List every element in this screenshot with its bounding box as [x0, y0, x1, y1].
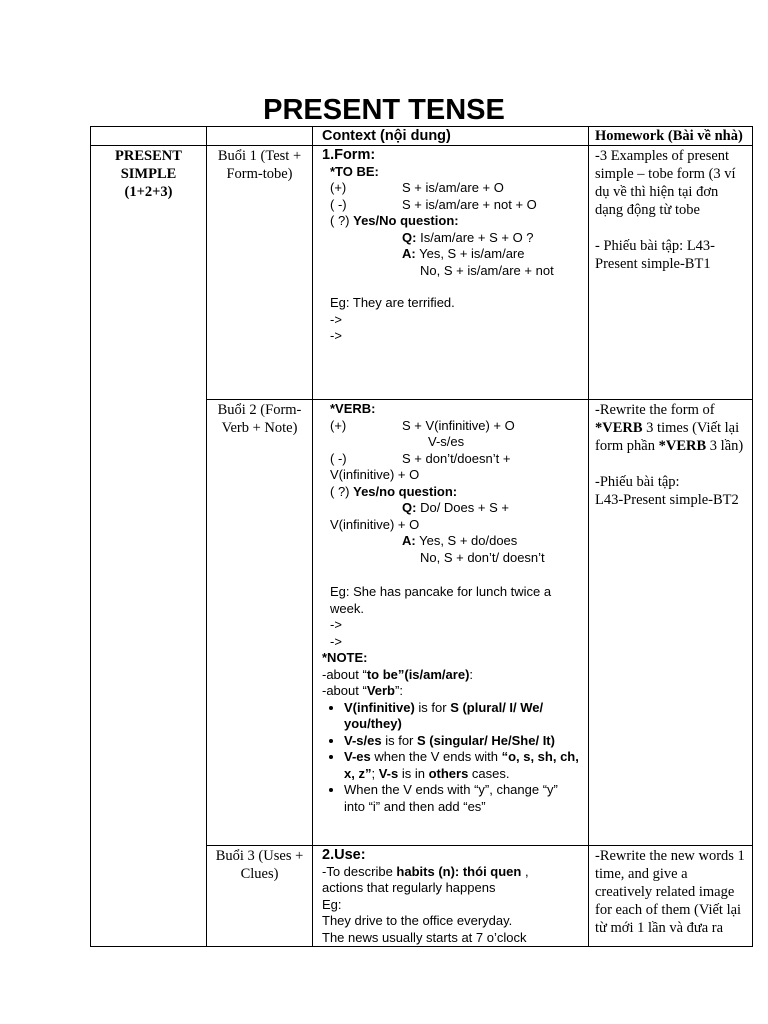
positive-formula: S + is/am/are + O	[402, 180, 504, 195]
page-title: PRESENT TENSE	[263, 94, 505, 126]
session-1-context	[313, 146, 589, 400]
verb-a-no: No, S + don’t/ doesn’t	[420, 549, 545, 565]
topic-cell	[91, 146, 207, 947]
verb-q-formula	[322, 500, 580, 517]
b3-bold3: V-s	[378, 765, 399, 781]
hw2-mid: 3 times (Viết lại	[642, 420, 740, 436]
verb-negative	[322, 451, 580, 468]
use-desc-suffix: ,	[521, 863, 529, 879]
hw3-line3: creatively related image	[595, 884, 735, 900]
hw3-line2: time, and give a	[595, 866, 688, 882]
b1-mid: is for	[414, 699, 451, 715]
note-heading: *NOTE:	[322, 650, 368, 665]
q-key: Q:	[402, 229, 417, 245]
a-yes: Yes, S + is/am/are	[419, 246, 525, 261]
about-tobe-suffix: :	[469, 666, 474, 682]
session-1-name-line1: Buổi 1 (Test +	[217, 148, 302, 164]
b1-bold2: S (plural/ I/ We/ you/they)	[344, 699, 544, 731]
hw2-bold1: *VERB	[595, 420, 643, 436]
a-yes: Yes, S + do/does	[419, 533, 518, 548]
hw2-line3a: form phần	[595, 438, 659, 454]
note-about-tobe	[322, 667, 580, 684]
verb-arrow-2: ->	[330, 633, 342, 649]
note-item-4: • When the V ends with “y”, change “y” into “i” and then add “es”	[344, 782, 580, 815]
session-1-homework	[589, 146, 753, 400]
verb-a-yes	[322, 533, 580, 550]
hw2-line2	[595, 419, 748, 437]
about-tobe-prefix: -about “	[322, 666, 367, 682]
tobe-positive	[322, 180, 580, 197]
b1-bold: V(infinitive)	[344, 699, 415, 715]
hw2-bold2: *VERB	[658, 438, 707, 454]
b2-bold: V-s/es	[344, 732, 382, 748]
negative-sign: ( -)	[330, 196, 347, 212]
note-item-3	[344, 749, 580, 782]
tobe-q-formula	[322, 230, 580, 247]
session-2-name-line2: Verb + Note)	[221, 420, 298, 436]
note-item-1	[344, 700, 580, 733]
header-topic-cell	[91, 127, 207, 146]
session-3-name-line1: Buổi 3 (Uses +	[215, 848, 304, 864]
positive-sign: (+)	[330, 180, 347, 195]
session-1-name	[207, 146, 313, 400]
b3-bold2: “o, s, sh, ch, x, z”	[344, 749, 579, 781]
hw1-line6: Present simple-BT1	[595, 256, 711, 272]
positive-sign: (+)	[330, 417, 347, 433]
session-3-context	[313, 846, 589, 947]
verb-positive-alt: V-s/es	[428, 434, 465, 449]
verb-example-line2: week.	[330, 600, 364, 616]
hw3-line4: for each of them (Viết lại	[595, 902, 742, 918]
b3-bold4: others	[428, 765, 469, 781]
hw3-line1: -Rewrite the new words 1	[595, 848, 745, 864]
q-formula: Do/ Does + S +	[420, 500, 509, 515]
b3-mid: when the V ends with	[370, 749, 502, 764]
tobe-arrow-1: ->	[330, 311, 342, 327]
negative-formula: S + is/am/are + not + O	[402, 196, 537, 212]
b2-mid: is for	[381, 732, 417, 748]
session-2-context	[313, 400, 589, 846]
b2-bold2: S (singular/ He/She/ It)	[417, 732, 555, 748]
q-key: Q:	[402, 500, 417, 515]
b3-bold: V-es	[344, 749, 371, 764]
tobe-heading: *TO BE:	[330, 163, 379, 179]
hw2-line4: -Phiếu bài tập:	[595, 474, 680, 490]
session-row-1	[91, 146, 753, 400]
tobe-a-no: No, S + is/am/are + not	[420, 262, 554, 278]
about-tobe-bold: to be”(is/am/are)	[366, 666, 470, 682]
session-2-name-line1: Buổi 2 (Form-	[217, 402, 302, 418]
verb-heading: *VERB:	[330, 401, 376, 416]
positive-formula: S + V(infinitive) + O	[402, 417, 515, 433]
use-eg: Eg:	[322, 896, 342, 912]
verb-positive	[322, 418, 580, 435]
use-desc-prefix: -To describe	[322, 863, 397, 879]
hw1-line2: simple – tobe form (3 ví	[595, 166, 736, 182]
verb-example-line1: Eg: She has pancake for lunch twice a	[330, 584, 552, 599]
use-heading: 2.Use:	[322, 847, 366, 863]
negative-sign: ( -)	[330, 450, 347, 466]
hw1-line4: dạng động từ tobe	[595, 202, 700, 218]
about-verb-prefix: -about “	[322, 683, 367, 698]
hw2-line5: L43-Present simple-BT2	[595, 492, 739, 508]
q-formula: Is/am/are + S + O ?	[420, 229, 534, 245]
hw2-line3	[595, 437, 748, 455]
b3-mid2: ;	[371, 765, 379, 781]
use-desc-line2: actions that regularly happens	[322, 880, 496, 895]
session-3-name	[207, 846, 313, 947]
tobe-negative	[322, 197, 580, 214]
question-sign: ( ?)	[330, 483, 350, 499]
tobe-arrow-2: ->	[330, 328, 342, 343]
use-desc	[322, 864, 580, 881]
header-homework: Homework (Bài về nhà)	[589, 127, 753, 146]
question-label: Yes/no question:	[353, 483, 458, 499]
session-3-homework	[589, 846, 753, 947]
use-example-2: The news usually starts at 7 o’clock	[322, 929, 527, 945]
note-item-2	[344, 733, 580, 750]
session-3-name-line2: Clues)	[240, 866, 279, 882]
topic-line2: SIMPLE	[120, 166, 177, 182]
verb-q-cont: V(infinitive) + O	[330, 516, 420, 532]
session-1-name-line2: Form-tobe)	[226, 166, 293, 182]
header-session-cell	[207, 127, 313, 146]
use-example-1: They drive to the office everyday.	[322, 913, 513, 928]
header-context: Context (nội dung)	[313, 127, 589, 146]
form-heading: 1.Form:	[322, 147, 376, 163]
a-key: A:	[402, 533, 416, 548]
hw2-line1: -Rewrite the form of	[595, 402, 715, 418]
verb-arrow-1: ->	[330, 617, 342, 632]
hw1-line1: -3 Examples of present	[595, 148, 730, 164]
question-label: Yes/No question:	[353, 213, 459, 228]
hw1-line3: dụ về thì hiện tại đơn	[595, 184, 719, 200]
topic-line1: PRESENT	[115, 148, 182, 164]
about-verb-suffix: ”:	[395, 683, 403, 698]
verb-question	[322, 484, 580, 501]
tobe-question	[322, 213, 580, 230]
note-list	[322, 700, 580, 816]
session-2-homework	[589, 400, 753, 846]
hw3-line5: từ mới 1 lần và đưa ra	[595, 920, 724, 936]
b3-end: cases.	[468, 765, 510, 781]
topic-line3: (1+2+3)	[124, 184, 173, 200]
about-verb-bold: Verb	[366, 683, 395, 698]
a-key: A:	[402, 246, 416, 261]
b3-mid3: is in	[398, 765, 429, 781]
use-desc-bold: habits (n): thói quen	[396, 863, 522, 879]
tobe-example: Eg: They are terrified.	[330, 295, 455, 310]
lesson-plan-table	[90, 126, 753, 947]
question-sign: ( ?)	[330, 213, 350, 228]
hw2-line3b: 3 lần)	[706, 438, 744, 454]
negative-formula: S + don’t/doesn’t +	[402, 450, 511, 466]
hw1-line5: - Phiếu bài tập: L43-	[595, 238, 716, 254]
session-2-name	[207, 400, 313, 846]
header-row	[91, 127, 753, 146]
verb-negative-cont: V(infinitive) + O	[330, 467, 420, 482]
note-about-verb	[322, 683, 580, 700]
tobe-a-yes	[322, 246, 580, 263]
